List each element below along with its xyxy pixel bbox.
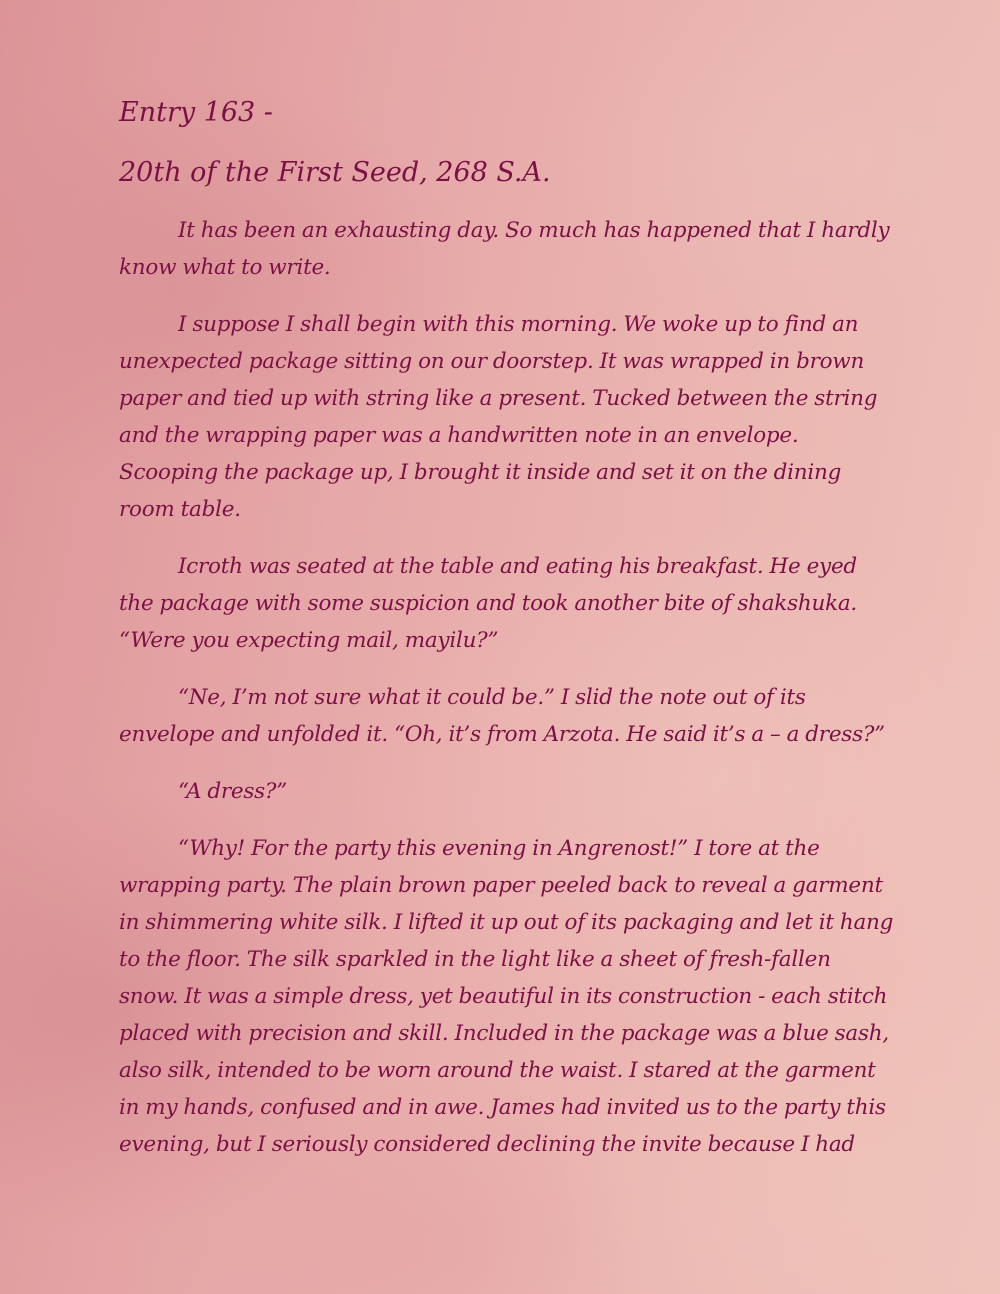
journal-paragraph: “A dress?” bbox=[178, 779, 287, 804]
journal-page bbox=[119, 96, 894, 1183]
journal-paragraph: “Ne, I’m not sure what it could be.” I slid the note out of its envelope and unfolded it. “Oh, it’s from Arzota. He said it’s a – a dress?” bbox=[119, 685, 885, 747]
entry-date: 20th of the First Seed, 268 S.A. bbox=[119, 157, 551, 188]
journal-paragraph: I suppose I shall begin with this morning. We woke up to find an unexpected package sitting on our doorstep. It was wrapped in brown paper and tied up with string like a present. Tucked between the string and the wrapping paper was a handwritten note in an envelope. Scooping the package up, I brought it inside and set it on the dining room table. bbox=[119, 312, 878, 522]
journal-paragraph: Icroth was seated at the table and eating his breakfast. He eyed the package with some suspicion and took another bite of shakshuka. “Were you expecting mail, mayilu?” bbox=[119, 554, 857, 653]
journal-paragraph: It has been an exhausting day. So much has happened that I hardly know what to write. bbox=[119, 218, 890, 280]
entry-heading: Entry 163 - bbox=[119, 97, 273, 128]
journal-paragraph: “Why! For the party this evening in Angrenost!” I tore at the wrapping party. The plain brown paper peeled back to reveal a garment in shimmering white silk. I lifted it up out of its packaging and let it hang to the floor. The silk sparkled in the light like a sheet of fresh-fallen snow. It was a simple dress, yet beautiful in its construction - each stitch placed with precision and skill. Included in the package was a blue sash, also silk, intended to be worn around the waist. I stared at the garment in my hands, confused and in awe. James had invited us to the party this evening, but I seriously considered declining the invite because I had bbox=[119, 836, 894, 1157]
